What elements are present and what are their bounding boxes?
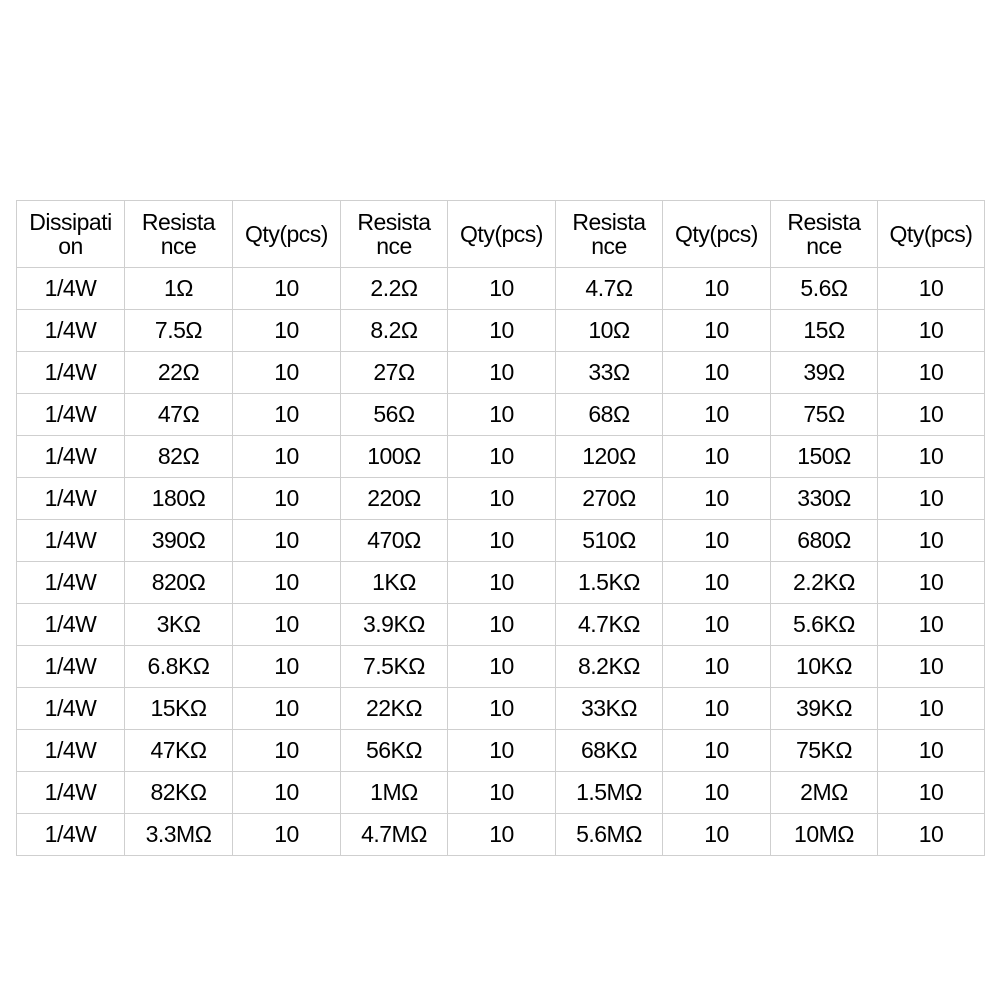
resistance-cell: 2MΩ [771,772,878,814]
header-label-line2: nce [160,233,197,259]
qty-cell: 10 [663,520,771,562]
resistor-table [16,200,985,856]
header-label-line2: nce [591,233,627,259]
qty-cell: 10 [448,604,556,646]
table-row [17,310,985,352]
resistance-cell: 75Ω [771,394,878,436]
qty-cell: 10 [878,730,985,772]
resistance-cell: 1MΩ [341,772,448,814]
resistance-cell: 470Ω [341,520,448,562]
qty-cell: 10 [448,814,556,856]
qty-cell: 10 [878,562,985,604]
table-header-row [17,201,985,268]
qty-cell: 10 [448,478,556,520]
resistance-cell: 4.7Ω [556,268,663,310]
resistance-cell: 1.5KΩ [556,562,663,604]
header-label-line2: on [58,233,83,259]
dissipation-cell: 1/4W [17,478,125,520]
qty-cell: 10 [663,604,771,646]
qty-cell: 10 [878,352,985,394]
header-label-line1: Resista [357,209,431,235]
resistance-cell: 4.7KΩ [556,604,663,646]
table-body [17,268,985,856]
qty-cell: 10 [233,520,341,562]
resistance-cell: 56KΩ [341,730,448,772]
table-row [17,688,985,730]
resistance-cell: 510Ω [556,520,663,562]
qty-cell: 10 [448,730,556,772]
qty-cell: 10 [448,268,556,310]
dissipation-cell: 1/4W [17,814,125,856]
qty-cell: 10 [878,604,985,646]
resistance-cell: 39Ω [771,352,878,394]
qty-cell: 10 [233,268,341,310]
dissipation-cell: 1/4W [17,688,125,730]
qty-cell: 10 [663,310,771,352]
qty-cell: 10 [663,268,771,310]
header-resistance-1 [125,201,233,268]
resistance-cell: 150Ω [771,436,878,478]
table-row [17,478,985,520]
resistance-cell: 1KΩ [341,562,448,604]
dissipation-cell: 1/4W [17,646,125,688]
qty-cell: 10 [233,352,341,394]
resistance-cell: 330Ω [771,478,878,520]
resistance-cell: 75KΩ [771,730,878,772]
resistance-cell: 68KΩ [556,730,663,772]
dissipation-cell: 1/4W [17,394,125,436]
qty-cell: 10 [878,772,985,814]
resistance-cell: 10Ω [556,310,663,352]
qty-cell: 10 [233,772,341,814]
qty-cell: 10 [448,394,556,436]
header-label: Qty(pcs) [460,221,543,247]
resistance-cell: 10KΩ [771,646,878,688]
header-label-line1: Dissipati [29,209,112,235]
dissipation-cell: 1/4W [17,310,125,352]
resistance-cell: 27Ω [341,352,448,394]
resistance-cell: 7.5Ω [125,310,233,352]
header-label: Qty(pcs) [675,221,758,247]
qty-cell: 10 [448,310,556,352]
table-row [17,352,985,394]
header-label-line2: nce [806,233,842,259]
dissipation-cell: 1/4W [17,730,125,772]
header-resistance-4 [771,201,878,268]
table-row [17,646,985,688]
resistance-cell: 39KΩ [771,688,878,730]
table-row [17,520,985,562]
resistance-cell: 68Ω [556,394,663,436]
header-label-line1: Resista [141,209,216,235]
resistance-cell: 47Ω [125,394,233,436]
table-row [17,604,985,646]
qty-cell: 10 [878,268,985,310]
qty-cell: 10 [233,436,341,478]
qty-cell: 10 [878,478,985,520]
header-qty-3 [663,201,771,268]
qty-cell: 10 [663,562,771,604]
resistance-cell: 22KΩ [341,688,448,730]
qty-cell: 10 [878,688,985,730]
dissipation-cell: 1/4W [17,352,125,394]
qty-cell: 10 [878,394,985,436]
resistance-cell: 100Ω [341,436,448,478]
resistance-cell: 390Ω [125,520,233,562]
header-dissipation [17,201,125,268]
qty-cell: 10 [448,436,556,478]
qty-cell: 10 [663,478,771,520]
dissipation-cell: 1/4W [17,436,125,478]
table-row [17,436,985,478]
qty-cell: 10 [233,394,341,436]
table-row [17,814,985,856]
resistance-cell: 1Ω [125,268,233,310]
resistance-cell: 270Ω [556,478,663,520]
qty-cell: 10 [878,520,985,562]
qty-cell: 10 [663,730,771,772]
qty-cell: 10 [233,562,341,604]
resistance-cell: 680Ω [771,520,878,562]
resistance-cell: 3KΩ [125,604,233,646]
header-qty-2 [448,201,556,268]
resistance-cell: 5.6KΩ [771,604,878,646]
qty-cell: 10 [663,688,771,730]
resistance-cell: 7.5KΩ [341,646,448,688]
resistance-cell: 4.7MΩ [341,814,448,856]
qty-cell: 10 [233,646,341,688]
resistance-cell: 2.2KΩ [771,562,878,604]
qty-cell: 10 [448,520,556,562]
qty-cell: 10 [448,562,556,604]
resistance-cell: 2.2Ω [341,268,448,310]
header-qty-4 [878,201,985,268]
qty-cell: 10 [663,772,771,814]
header-label-line1: Resista [787,209,861,235]
resistance-cell: 8.2KΩ [556,646,663,688]
resistor-value-sheet [16,200,984,856]
qty-cell: 10 [878,436,985,478]
header-label-line2: nce [376,233,412,259]
qty-cell: 10 [233,478,341,520]
resistance-cell: 6.8KΩ [125,646,233,688]
qty-cell: 10 [663,814,771,856]
resistance-cell: 120Ω [556,436,663,478]
resistance-cell: 82Ω [125,436,233,478]
header-resistance-2 [341,201,448,268]
resistance-cell: 47KΩ [125,730,233,772]
dissipation-cell: 1/4W [17,520,125,562]
qty-cell: 10 [233,814,341,856]
header-label: Qty(pcs) [889,221,973,247]
qty-cell: 10 [878,814,985,856]
resistance-cell: 820Ω [125,562,233,604]
header-resistance-3 [556,201,663,268]
resistance-cell: 1.5MΩ [556,772,663,814]
header-label: Qty(pcs) [245,221,328,247]
header-qty-1 [233,201,341,268]
qty-cell: 10 [448,646,556,688]
resistance-cell: 220Ω [341,478,448,520]
resistance-cell: 10MΩ [771,814,878,856]
dissipation-cell: 1/4W [17,604,125,646]
qty-cell: 10 [663,352,771,394]
header-label-line1: Resista [572,209,646,235]
table-row [17,562,985,604]
resistance-cell: 15Ω [771,310,878,352]
table-row [17,772,985,814]
resistance-cell: 5.6Ω [771,268,878,310]
qty-cell: 10 [448,772,556,814]
dissipation-cell: 1/4W [17,268,125,310]
qty-cell: 10 [233,730,341,772]
qty-cell: 10 [878,646,985,688]
resistance-cell: 22Ω [125,352,233,394]
qty-cell: 10 [878,310,985,352]
qty-cell: 10 [663,646,771,688]
resistance-cell: 33KΩ [556,688,663,730]
dissipation-cell: 1/4W [17,772,125,814]
resistance-cell: 5.6MΩ [556,814,663,856]
resistance-cell: 82KΩ [125,772,233,814]
table-row [17,730,985,772]
resistance-cell: 180Ω [125,478,233,520]
qty-cell: 10 [448,352,556,394]
qty-cell: 10 [663,394,771,436]
qty-cell: 10 [233,310,341,352]
table-row [17,268,985,310]
resistance-cell: 33Ω [556,352,663,394]
resistance-cell: 8.2Ω [341,310,448,352]
qty-cell: 10 [663,436,771,478]
dissipation-cell: 1/4W [17,562,125,604]
qty-cell: 10 [233,604,341,646]
table-row [17,394,985,436]
qty-cell: 10 [448,688,556,730]
qty-cell: 10 [233,688,341,730]
resistance-cell: 56Ω [341,394,448,436]
resistance-cell: 3.3MΩ [125,814,233,856]
resistance-cell: 15KΩ [125,688,233,730]
resistance-cell: 3.9KΩ [341,604,448,646]
